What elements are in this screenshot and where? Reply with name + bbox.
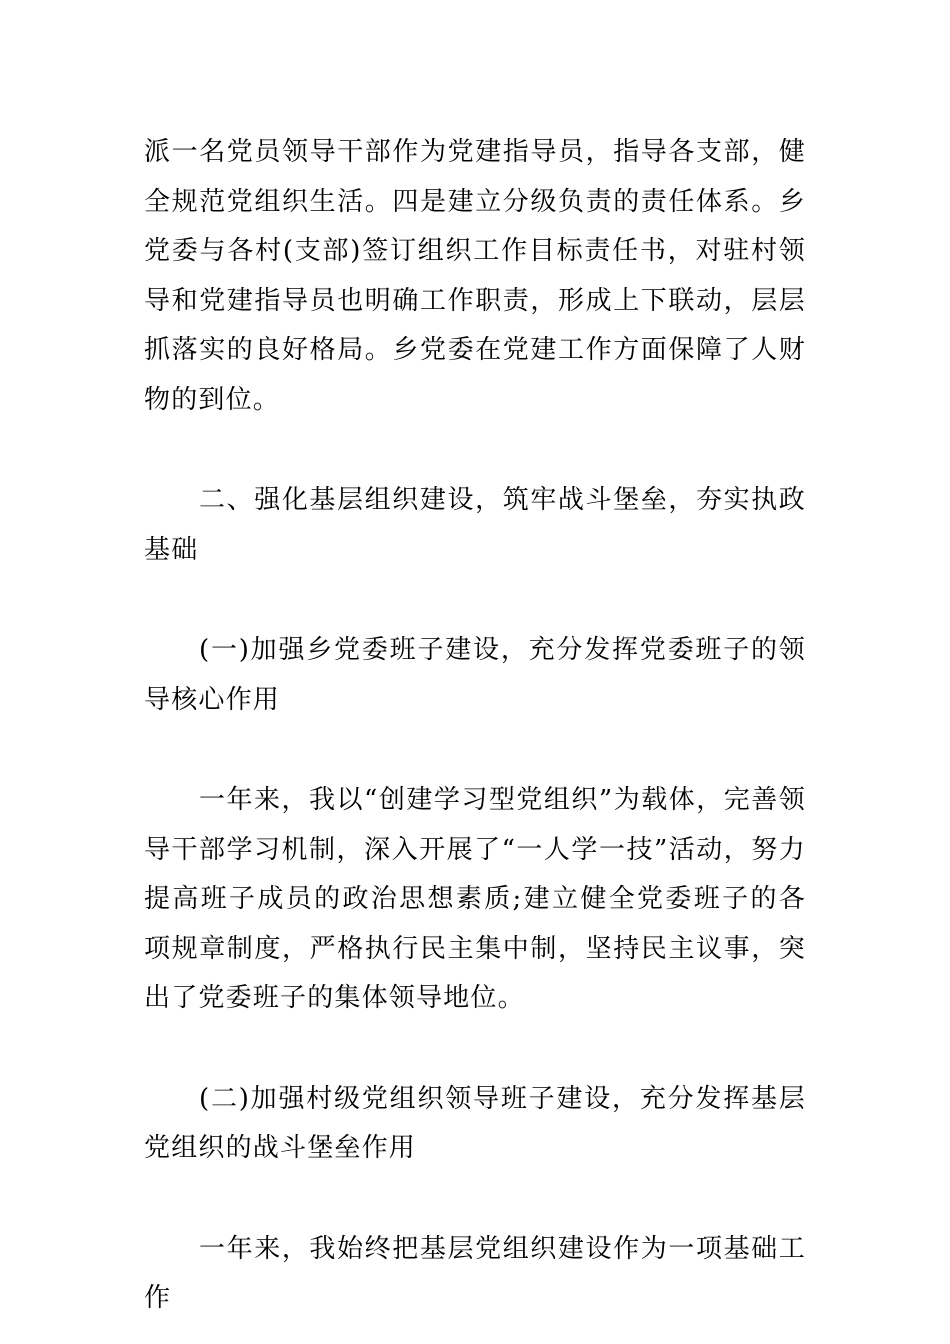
paragraph-continuation: 派一名党员领导干部作为党建指导员，指导各支部，健全规范党组织生活。四是建立分级负责的责任体系。乡党委与各村(支部)签订组织工作目标责任书，对驻村领导和党建指导员也明确工作职责，形成上下联动，层层抓落实的良好格局。乡党委在党建工作方面保障了人财物的到位。 <box>144 137 806 415</box>
subsection-heading-2-1: (一)加强乡党委班子建设，充分发挥党委班子的领导核心作用 <box>144 635 806 715</box>
section-heading-2: 二、强化基层组织建设，筑牢战斗堡垒，夯实执政基础 <box>144 485 806 565</box>
paragraph-party-committee: 一年来，我以“创建学习型党组织”为载体，完善领导干部学习机制，深入开展了“一人学一技”活动，努力提高班子成员的政治思想素质;建立健全党委班子的各项规章制度，严格执行民主集中制，坚持民主议事，突出了党委班子的集体领导地位。 <box>144 785 806 1013</box>
subsection-heading-2-2: (二)加强村级党组织领导班子建设，充分发挥基层党组织的战斗堡垒作用 <box>144 1083 806 1163</box>
document-page <box>144 128 806 1324</box>
paragraph-grassroots: 一年来，我始终把基层党组织建设作为一项基础工作 <box>144 1233 806 1313</box>
